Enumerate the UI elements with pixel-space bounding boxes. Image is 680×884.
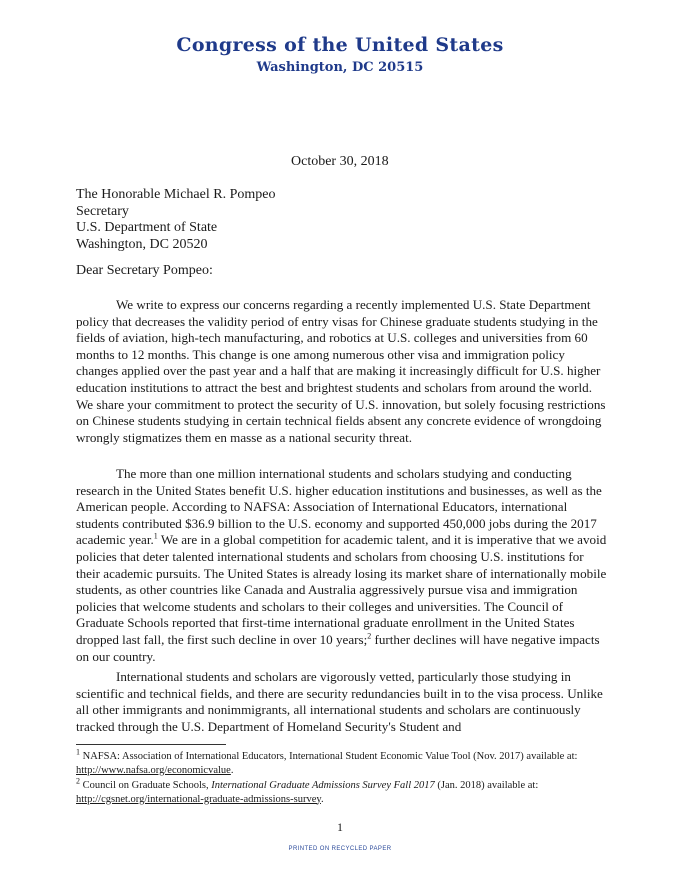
footnote-1-number: 1 xyxy=(76,747,80,757)
footnote-1-text: NAFSA: Association of International Educators, International Student Economic Value Tool (Nov. 2017) available at: xyxy=(80,751,578,762)
recipient-department: U.S. Department of State xyxy=(76,220,218,235)
footnote-2-text-2: (Jan. 2018) available at: xyxy=(434,780,539,791)
letterhead-subtitle: Washington, DC 20515 xyxy=(256,60,424,75)
body-paragraph-2 xyxy=(76,466,610,665)
recipient-title: Secretary xyxy=(76,203,129,219)
letterhead xyxy=(0,34,680,75)
footnote-2-number: 2 xyxy=(76,776,80,786)
footnote-2-link[interactable]: http://cgsnet.org/international-graduate-admissions-survey xyxy=(76,793,321,805)
paragraph-2-text-a: The more than one million international students and scholars studying and conducting research in the United States benefit U.S. higher education institutions and businesses, as well as the American people. According to NAFSA: Association of International Educators, international students contributed $36.9 billion to the U.S. economy and supported 450,000 jobs during the 2017 academic year. xyxy=(76,466,602,548)
footnote-1 xyxy=(76,747,610,777)
page-number: 1 xyxy=(337,820,343,834)
salutation: Dear Secretary Pompeo: xyxy=(76,263,213,278)
footnote-2-text: Council on Graduate Schools, xyxy=(80,780,212,791)
body-paragraph-1: We write to express our concerns regarding a recently implemented U.S. State Department policy that decreases the validity period of entry visas for Chinese graduate students studying in the fields of aviation, high-tech manufacturing, and robotics at U.S. colleges and universities from 60 months to 12 months. This change is one among numerous other visa and immigration policy changes applied over the past year and a half that are making it increasingly difficult for U.S. higher education institutions to attract the best and brightest students and scholars from around the world. We share your commitment to protect the security of U.S. innovation, but solely focusing restrictions on Chinese students studying in certain technical fields absent any concrete evidence of wrongdoing wrongly stigmatizes them en masse as a national security threat. xyxy=(76,297,606,445)
recycled-paper-note: PRINTED ON RECYCLED PAPER xyxy=(288,846,392,852)
body-paragraph-3: International students and scholars are vigorously vetted, particularly those studying in scientific and technical fields, and there are security redundancies built in to the visa process. Unlike all other immigrants and nonimmigrants, all international students and scholars are continuously tracked through the U.S. Department of Homeland Security's Student and xyxy=(76,669,603,734)
recipient-address xyxy=(76,187,275,253)
letterhead-title: Congress of the United States xyxy=(176,34,504,56)
footnote-1-link[interactable]: http://www.nafsa.org/economicvalue xyxy=(76,764,231,776)
paragraph-2-text-c: further declines will have negative impacts on our country. xyxy=(76,631,600,664)
footnote-ref-2: 2 xyxy=(367,631,372,641)
recipient-name: The Honorable Michael R. Pompeo xyxy=(76,187,276,202)
footnotes xyxy=(76,747,610,808)
paragraph-2-text-b: We are in a global competition for academic talent, and it is imperative that we avoid policies that deter talented international students and scholars from choosing U.S. institutions for their academic pursuits. The United States is already losing its market share of internationally mobile students, as other countries like Canada and Australia aggressively pursue visa and immigration policies that welcome students and scholars to their colleges and universities. The Council of Graduate Schools reported that first-time international graduate enrollment in the United States dropped last fall, the first such decline in over 10 years; xyxy=(76,532,607,647)
footnote-2 xyxy=(76,776,610,806)
footnote-2-end: . xyxy=(320,793,324,805)
letter-date: October 30, 2018 xyxy=(291,154,389,169)
footnote-1-end: . xyxy=(230,764,234,776)
footnote-divider xyxy=(76,744,226,745)
recipient-city: Washington, DC 20520 xyxy=(76,236,208,252)
footnote-2-title: International Graduate Admissions Survey Fall 2017 xyxy=(211,780,435,791)
footnote-ref-1: 1 xyxy=(153,532,158,542)
